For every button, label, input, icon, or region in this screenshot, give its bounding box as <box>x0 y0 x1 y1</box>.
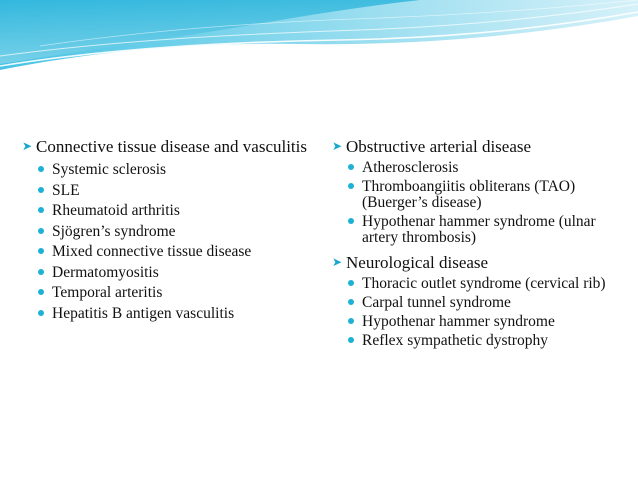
arrow-bullet-icon: ➤ <box>22 139 33 153</box>
item-text: Atherosclerosis <box>362 159 459 176</box>
bullet-dot-icon <box>348 280 354 286</box>
bullet-list <box>332 276 632 349</box>
arrow-bullet-icon: ➤ <box>332 255 343 269</box>
list-item <box>348 295 632 311</box>
bullet-dot-icon <box>38 269 44 275</box>
item-text: Systemic sclerosis <box>52 161 167 178</box>
list-item <box>38 224 314 240</box>
header-wave-banner <box>0 0 638 80</box>
item-text: Hypothenar hammer syndrome (ulnar artery thrombosis) <box>362 213 596 246</box>
list-item <box>38 285 314 301</box>
item-text: SLE <box>52 181 80 199</box>
bullet-dot-icon <box>348 183 354 189</box>
item-text: Rheumatoid arthritis <box>52 202 180 219</box>
bullet-dot-icon <box>38 228 44 234</box>
list-item <box>38 265 314 281</box>
item-text: Hepatitis B antigen vasculitis <box>52 304 235 322</box>
item-text: Mixed connective tissue disease <box>52 243 252 260</box>
list-item <box>38 306 314 322</box>
list-item <box>348 179 632 211</box>
bullet-dot-icon <box>348 299 354 305</box>
bullet-dot-icon <box>348 318 354 324</box>
bullet-dot-icon <box>38 289 44 295</box>
list-item <box>348 333 632 349</box>
item-text: Sjögren’s syndrome <box>52 222 176 240</box>
list-item <box>38 244 314 260</box>
bullet-dot-icon <box>38 248 44 254</box>
list-item <box>348 160 632 176</box>
list-item <box>38 203 314 219</box>
bullet-dot-icon <box>38 310 44 316</box>
item-text: Thromboangiitis obliterans (TAO)(Buerger’s disease) <box>362 178 576 211</box>
bullet-dot-icon <box>348 218 354 224</box>
section-heading <box>332 137 632 156</box>
bullet-dot-icon <box>38 207 44 213</box>
section-heading <box>22 137 314 156</box>
list-item <box>348 314 632 330</box>
arrow-bullet-icon: ➤ <box>332 139 343 153</box>
right-column <box>332 137 632 356</box>
list-item <box>348 276 632 292</box>
list-item <box>38 162 314 178</box>
heading-text: Neurological disease <box>346 253 489 272</box>
bullet-dot-icon <box>38 166 44 172</box>
bullet-list <box>22 162 314 322</box>
item-text: Temporal arteritis <box>52 284 163 301</box>
item-text: Thoracic outlet syndrome (cervical rib) <box>362 275 606 292</box>
left-column <box>22 137 314 330</box>
section-heading <box>332 253 632 272</box>
item-text: Dermatomyositis <box>52 263 159 281</box>
item-text: Hypothenar hammer syndrome <box>362 313 555 330</box>
heading-text: Connective tissue disease and vasculitis <box>36 137 307 156</box>
list-item <box>348 214 632 246</box>
item-text: Reflex sympathetic dystrophy <box>362 332 548 349</box>
bullet-dot-icon <box>348 164 354 170</box>
bullet-dot-icon <box>38 187 44 193</box>
bullet-list <box>332 160 632 246</box>
item-text: Carpal tunnel syndrome <box>362 294 511 311</box>
heading-text: Obstructive arterial disease <box>346 137 532 156</box>
list-item <box>38 183 314 199</box>
bullet-dot-icon <box>348 337 354 343</box>
